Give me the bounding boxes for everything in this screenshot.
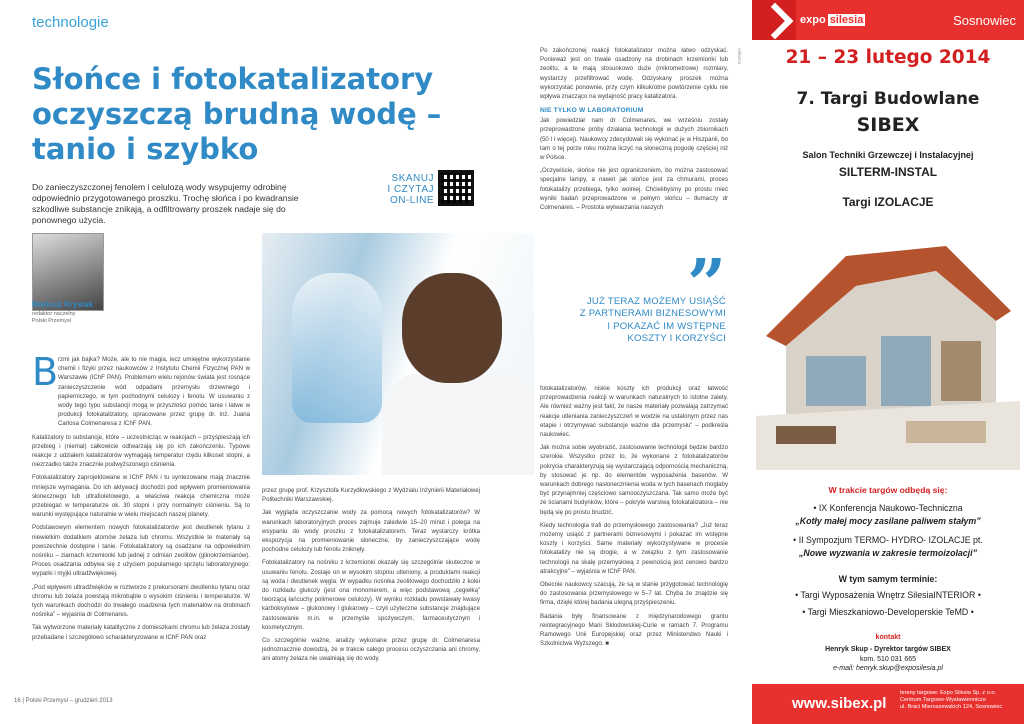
ad-header-bar <box>752 0 1024 40</box>
furniture-shape <box>776 426 836 444</box>
ad-dates: 21 – 23 lutego 2014 <box>785 47 991 68</box>
paragraph: Katalizatory to substancje, które – uczestnicząc w reakcjach – przyśpieszają ich przebieg i (niemal) całkowicie odtwarzają się po ich zakończeniu. Typowe reakcje z udziałem katalizatorów wymagają temperatur rzędu kilkuset stopni, a niezrzadko także znacznie podwyższonego ciśnienia. <box>32 433 250 469</box>
paragraph: Obecnie naukowcy szacują, że są w stanie przygotować technologię do zastosowania przemysłowego w 5–7 lat. Chyba że znajdzie się firma, dzięki której badania ulegną przyśpieszeniu. <box>540 581 728 607</box>
contact-line: Henryk Skup - Dyrektor targów SIBEX <box>825 646 951 653</box>
author-name: Mariusz Krysiak <box>32 300 93 309</box>
paragraph: rzmi jak bajka? Może, ale to nie magia, lecz umiejętne wykorzystanie chemii i fizyki przez naukowców z Instytutu Chemii Fizycznej PAN w Warszawie (IChF PAN). Problemem wielu rejonów świata jest rosnące zanieczyszczenie wód odpadami przemysłu drzewnego i papierniczego, w tym pochodnymi celulozy i fenolu. W usuwaniu z wody tego typu substancji mogą w przyszłości pomóc tanie i łatwe w produkcji fotokatalizatory, opracowane przez grupę dr. inż. Juana Carlosa Colmenaresa z IChF PAN. <box>58 356 250 428</box>
article-lead: Do zanieczyszczonej fenolem i celulozą wody wsypujemy odrobinę odpowiednio przygotowanego proszku. Trochę słońca i po kwadransie szkodliwe substancje znikają, a odfiltrowany proszek nadaje się do ponownego użycia. <box>32 182 299 225</box>
advertisement <box>752 0 1024 724</box>
lab-coat-shape <box>382 373 534 475</box>
organizer-line: tereny targowe: Expo Silesia Sp. z o.o. <box>900 690 997 696</box>
door-shape <box>941 341 981 401</box>
logo-part: silesia <box>829 14 864 26</box>
author-role-line: Polski Przemysł <box>32 318 71 324</box>
column-1 <box>32 350 250 642</box>
organizer-line: ul. Braci Mieroszewskich 124, Sosnowiec <box>900 704 1003 711</box>
scan-line: I CZYTAJ <box>387 184 434 195</box>
paragraph: przez grupę prof. Krzysztofa Kurzydłowskiego z Wydziału Inżynierii Materiałowej Politechniki Warszawskiej. <box>262 487 480 504</box>
logo-part: expo <box>800 14 826 26</box>
ad-events-heading: W trakcie targów odbędą się: <box>828 485 948 495</box>
paragraph: Badania były finansowane z międzynarodowego grantu reintegracyjnego Marii Skłodowskiej-Curie w ramach 7. Programu Ramowego Unii Europejskiej oraz przez Ministerstwo Nauki i Szkolnictwa Wyższego. ■ <box>540 612 728 648</box>
ad-expo: • Targi Wyposażenia Wnętrz SilesiaINTERIOR • <box>795 590 981 600</box>
author-role-line: redaktor naczelny <box>32 311 76 317</box>
scientist-head-shape <box>402 273 502 383</box>
paragraph: Podstawowym elementem nowych fotokatalizatorów jest dwutlenek tytanu z niewielkim dodatkiem atomów żelaza lub chromu. Wszystkie te materiały są powszechnie dostępne i tanie. Fotokatalizatory są osadzane na odpowiednim nośniku – ziarnach krzemionki lub jednej z odmian zeolitów (glinokrzemianów). Proces osadzania odbywa się z użyciem popularnego sprzętu laboratoryjnego: wyparki i myjki ultradźwiękowej. <box>32 524 250 578</box>
paragraph: „Oczywiście, słońce nie jest ograniczeniem, bo można zastosować specjalne lampy, a nawet jak słońce jest za chmurami, proces fotokatalizy przebiega, tylko wolniej. Chcielibyśmy po prostu mieć wyniki badań przeprowadzone w pełnym słońcu – tłumaczy dr Colmenares. – Prostota wytwarzania naszych <box>540 167 728 212</box>
pull-quote-line: I POKAZAĆ IM WSTĘPNE <box>607 320 726 332</box>
ad-city: Sosnowiec <box>953 13 1016 28</box>
expo-silesia-logo <box>800 14 865 26</box>
ad-same-time: W tym samym terminie: <box>838 574 938 584</box>
pull-quote-line: Z PARTNERAMI BIZNESOWYMI <box>579 308 726 320</box>
ad-website-link[interactable]: www.sibex.pl <box>792 695 887 712</box>
paragraph: Fotokatalizatory zaprojektowane w IChF PAN i tu syntezowane mają znacznie mniejsze wymagania. Do ich aktywacji dochodzi pod wpływem promieniowania słonecznego lub ultrafioletowego, a właściwa reakcja chemiczna może przebiegać w temperaturze ok. 30 stopni i przy normalnym ciśnieniu. Są to warunki występujące naturalnie w wielu miejscach naszej planety. <box>32 474 250 519</box>
flask-shape <box>292 273 382 423</box>
contact-line: kom. 510 031 665 <box>859 655 917 663</box>
ad-event: „Kotły małej mocy zasilane paliwem stałym” <box>795 516 981 526</box>
house-illustration <box>756 216 1020 470</box>
ad-event: „Nowe wyzwania w zakresie termoizolacji” <box>799 548 977 558</box>
hero-photo <box>262 233 534 475</box>
ad-izolacje: Targi IZOLACJE <box>842 195 934 209</box>
paragraph: Tak wytworzone materiały katalityczne z domieszkami chromu lub żelaza zostały przebadane i szczegółowo scharakteryzowane w IChF PAN oraz <box>32 624 250 641</box>
scan-line: ON-LINE <box>389 195 434 206</box>
qr-code[interactable] <box>438 170 474 206</box>
paragraph: Co szczególnie ważne, analizy wykonane przez grupę dr. Colmenaresa jednoznacznie dowodzą, że w trakcie całego procesu oczyszczania ani chromy, ani atomy żelaza nie uwalniają się do wody. <box>262 637 480 663</box>
section-label: technologie <box>32 14 109 31</box>
page-footer: 16 | Polski Przemysł – grudzień 2013 <box>14 698 113 704</box>
side-code: reklama <box>737 48 742 65</box>
ad-sibex: SIBEX <box>856 114 920 136</box>
pull-quote <box>540 296 726 346</box>
article-title: Słońce i fotokatalizatory oczyszczą brudną wodę – tanio i szybko <box>32 62 442 166</box>
ad-expo: • Targi Mieszkaniowo-Developerskie TeMD • <box>802 607 974 617</box>
paragraph: Fotokatalizatory na nośniku z krzemionki okazały się szczególnie skuteczne w usuwaniu fenolu. Zostaje on w wysokim stopniu utleniony, a produktami reakcji są woda i dwutlenek węgla. W wypadku nośnika zeolitowego dochodziło z kolei do rozkładu glukozy (jest ona monomerem, a więc podstawową „cegiełką” tworzącą łańcuchy polimerowe celulozy). W wyniku rozkładu powstawały kwasy karboksylowe – glukonowy i glukarowy – czyli użyteczne substancje znajdujące zastosowanie m.in. w przemyśle spożywczym, farmaceutycznym i kosmetycznym. <box>262 559 480 631</box>
ad-event: • IX Konferencja Naukowo-Techniczna <box>813 503 963 513</box>
paragraph: „Pod wpływem ultradźwięków w roztworze z prekursorami dwutlenku tytanu oraz chromu lub żelaza powstają mikrobąble o wysokim ciśnieniu i temperaturze. W tych warunkach dochodzi do trwałego osadzenia tych materiałów na drobinach nośnika” – wyjaśnia dr Colmenares. <box>32 583 250 619</box>
organizer-line: Centrum Targowo-Wystawiennicze <box>900 697 986 704</box>
furniture-shape <box>906 421 986 443</box>
ad-organizer <box>900 690 1018 712</box>
window-shape <box>881 336 931 406</box>
ad-contact-heading: kontakt <box>875 634 901 641</box>
subheading: NIE TYLKO W LABORATORIUM <box>540 107 644 115</box>
pull-quote-line: KOSZTY I KORZYŚCI <box>627 333 726 345</box>
pull-quote-line: JUŻ TERAZ MOŻEMY USIĄŚĆ <box>586 296 726 307</box>
scan-line: SKANUJ <box>391 173 434 184</box>
scan-label <box>366 173 434 206</box>
paragraph: Kiedy technologia trafi do przemysłowego zastosowania? „Już teraz możemy usiąść z partnerami biznesowymi i pokazać im wstępne koszty i korzyści. Same materiały wykorzystywane w procesie fotokatalizy nie są drogie, a w związku z tym zastosowanie technologii na skalę przemysłową z pewnością jest cenowo bardzo atrakcyjne” – wyjaśnia w IChF PAN. <box>540 521 728 575</box>
paragraph: Jak wygląda oczyszczanie wody za pomocą nowych fotokatalizatorów? W warunkach laboratoryjnych proces zajmuje zaledwie 15–20 minut i polega na wsypaniu do wody proszku z fotokatalizatorem. Teraz wystarczy krótka ekspozycja na promieniowanie słoneczne, by zanieczyszczające wodę pochodne celulozy lub fenolu zniknęły. <box>262 509 480 554</box>
paragraph: Jak można sobie wyobrazić, zastosowanie technologii będzie bardzo szerokie. Wszystko przez to, że wykonane z fotokatalizatorów pokrycia charakteryzują się wystarczającą odpornością mechaniczną, by stosować je np. do elementów wyposażenia basenów. W warunkach dobrego nasłonecznienia woda w tych basenach mogłaby być przynajmniej częściowo samooczyszczana. Tak samo może być ze ścianami budynków, które – pokryte warstwą fotokatalizatora – nie będą się po prostu brudzić. <box>540 444 728 516</box>
ad-fair-name: 7. Targi Budowlane <box>796 89 980 109</box>
author-role <box>32 311 75 325</box>
paragraph: Po zakończonej reakcji fotokatalizator można łatwo odzyskać. Ponieważ jest on trwale osadzony na drobinach krzemionki lub zeolitu, a te mają stosunkowo duże (mikrometrowe) rozmiary, wystarczy przefiltrować wodę. Odzyskany proszek można wykorzystać ponownie, przy czym kilkukrotne powtórzenie cyklu nie wpływa znacząco na wydajność pracy katalizatora. <box>540 47 728 101</box>
dropcap: B <box>32 350 59 394</box>
ad-contact <box>752 645 1024 674</box>
paragraph: fotokatalizatorów, niskie koszty ich produkcji oraz łatwość przeprowadzenia reakcji w warunkach naturalnych to istotne zalety. Ale również ważny jest fakt, że nasze materiały pozwalają zatrzymać reakcje utleniania zanieczyszczeń w wodzie na ustalonym przez nas etapie i otrzymywać substancje ważne dla przemysłu” – podkreśla naukowiec. <box>540 385 728 439</box>
column-3-top <box>540 46 728 212</box>
quote-mark-icon: ” <box>687 245 727 325</box>
ad-salon: Salon Techniki Grzewczej i Instalacyjnej <box>802 150 974 160</box>
ad-footer-bar <box>752 684 1024 724</box>
paragraph: Jak powiedział nam dr Colmenares, we wrześniu zostały przeprowadzone próby działania technologii w dużych zbiornikach (50 l i więcej). Naukowcy zdecydowali się wykonać je w Hiszpanii, bo tam o tej porze roku można liczyć na słoneczną pogodę częściej niż w Polsce. <box>540 117 728 162</box>
column-2 <box>262 486 480 664</box>
contact-email[interactable]: e-mail: henryk.skup@exposilesia.pl <box>833 665 943 673</box>
window-shape <box>806 356 866 406</box>
ad-event: • II Sympozjum TERMO- HYDRO- IZOLACJE pt. <box>793 535 983 545</box>
ad-silterm: SILTERM-INSTAL <box>838 165 938 179</box>
column-3-bottom <box>540 384 728 648</box>
arrow-logo-icon <box>752 0 796 40</box>
